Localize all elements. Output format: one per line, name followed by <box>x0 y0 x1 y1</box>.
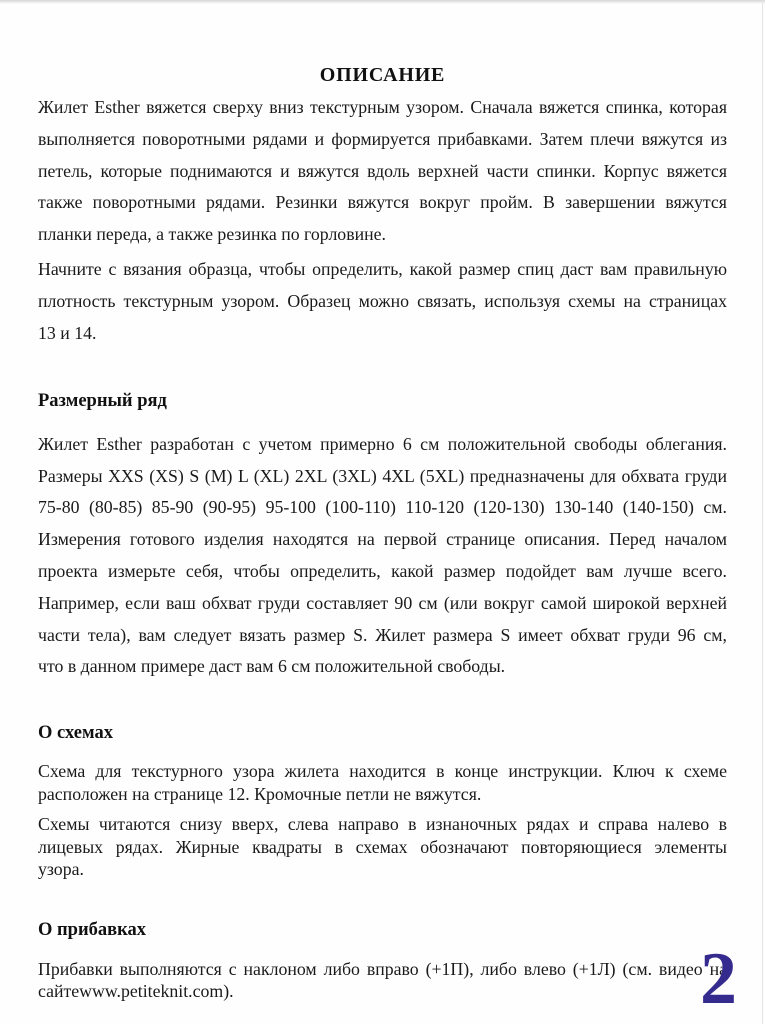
text-line: Размеры XXS (XS) S (M) L (XL) 2XL (3XL) 4XL (5XL) предназначены для обхвата груди <box>38 465 727 486</box>
intro-paragraph-1 <box>38 92 727 251</box>
page-title: ОПИСАНИЕ <box>319 64 446 86</box>
intro-paragraph-2 <box>38 254 727 349</box>
text-line: планки переда, а также резинка по горловине. <box>38 224 386 245</box>
text-line: петель, которые поднимаются и вяжутся вдоль верхней части спинки. Корпус вяжется <box>38 160 727 181</box>
text-line: Начните с вязания образца, чтобы определить, какой размер спиц даст вам правильную <box>38 258 727 279</box>
text-line: Прибавки выполняются с наклоном либо вправо (+1П), либо влево (+1Л) (см. видео на <box>38 958 727 979</box>
text-line: проекта измерьте себя, чтобы определить, какой размер подойдет вам лучше всего. <box>38 560 727 581</box>
text-line: что в данном примере даст вам 6 см положительной свободы. <box>38 656 506 677</box>
text-line: Схема для текстурного узора жилета находится в конце инструкции. Ключ к схеме <box>38 761 727 782</box>
sizes-paragraph <box>38 429 727 683</box>
text-line: Жилет Esther вяжется сверху вниз текстурным узором. Сначала вяжется спинка, которая <box>38 97 727 117</box>
text-line: плотность текстурным узором. Образец можно связать, используя схемы на страницах <box>38 290 727 311</box>
text-line: Измерения готового изделия находятся на первой странице описания. Перед началом <box>38 529 727 550</box>
text-line: выполняется поворотными рядами и формируется прибавками. Затем плечи вяжутся из <box>38 128 727 149</box>
charts-section-heading: О схемах <box>38 723 113 744</box>
text-line: расположен на странице 12. Кромочные петли не вяжутся. <box>38 783 482 804</box>
charts-paragraph-1 <box>38 760 727 805</box>
text-line: 13 и 14. <box>38 322 97 343</box>
charts-paragraph-2 <box>38 813 727 880</box>
text-line: Схемы читаются снизу вверх, слева направо в изнаночных рядах и справа налево в <box>38 814 727 835</box>
page-content <box>38 0 727 1003</box>
text-line: сайтеwww.petiteknit.com). <box>38 981 234 1002</box>
increases-paragraph <box>38 958 727 1003</box>
page-scan-edge <box>762 0 763 1024</box>
text-line: Жилет Esther разработан с учетом примерно 6 см положительной свободы облегания. <box>38 433 727 454</box>
sizes-section-heading: Размерный ряд <box>38 391 167 412</box>
text-line: узора. <box>38 859 84 880</box>
text-line: 75-80 (80-85) 85-90 (90-95) 95-100 (100-110) 110-120 (120-130) 130-140 (140-150) см. <box>38 497 727 518</box>
text-line: Например, если ваш обхват груди составляет 90 см (или вокруг самой широкой верхней <box>38 592 727 613</box>
text-line: также поворотными рядами. Резинки вяжутся вокруг пройм. В завершении вяжутся <box>38 192 727 213</box>
text-line: части тела), вам следует вязать размер S. Жилет размера S имеет обхват груди 96 см, <box>38 624 727 645</box>
text-line: лицевых рядах. Жирные квадраты в схемах обозначают повторяющиеся элементы <box>38 836 727 857</box>
increases-section-heading: О прибавках <box>38 920 146 941</box>
page-number: 2 <box>700 938 737 1020</box>
